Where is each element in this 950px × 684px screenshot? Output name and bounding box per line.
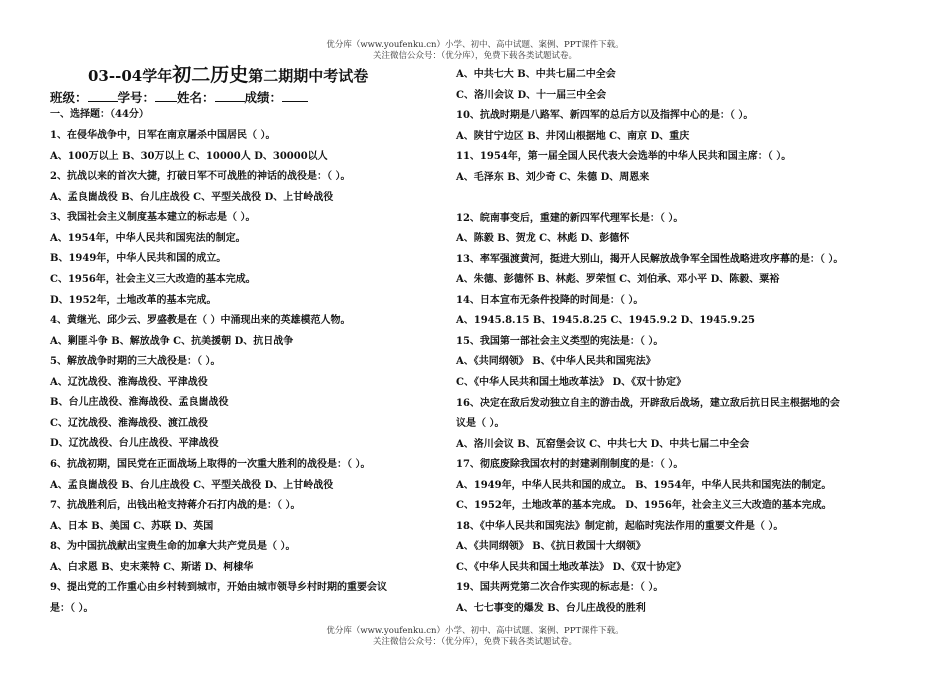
question-line: 8、为中国抗战献出宝贵生命的加拿大共产党员是（ ）。 — [50, 541, 296, 552]
option-line: C、《中华人民共和国土地改革法》 D、《双十协定》 — [456, 377, 687, 388]
exam-title — [88, 64, 368, 87]
option-line: B、1949年，中华人民共和国的成立。 — [50, 253, 227, 264]
question-line: 2、抗战以来的首次大捷，打破日军不可战胜的神话的战役是：（ ）。 — [50, 171, 351, 182]
title-prefix: 03--04学年 — [88, 67, 173, 85]
question-line: 一、选择题：（44分） — [50, 109, 149, 120]
option-line: C、辽沈战役、淮海战役、渡江战役 — [50, 418, 208, 429]
question-line: 15、我国第一部社会主义类型的宪法是：（ ）。 — [456, 336, 664, 347]
option-line: A、朱德、彭德怀 B、林彪、罗荣恒 C、刘伯承、邓小平 D、陈毅、粟裕 — [456, 274, 780, 285]
option-line: A、毛泽东 B、刘少奇 C、朱德 D、周恩来 — [456, 172, 650, 183]
option-line: A、剿匪斗争 B、解放战争 C、抗美援朝 D、抗日战争 — [50, 336, 294, 347]
question-line: 9、提出党的工作重心由乡村转到城市，开始由城市领导乡村时期的重要会议 — [50, 582, 387, 593]
title-subject: 初二历史 — [172, 64, 249, 86]
question-line: 4、黄继光、邱少云、罗盛教是在（ ）中涌现出来的英雄模范人物。 — [50, 315, 351, 326]
question-line-continued: 议是（ ）。 — [456, 418, 505, 429]
option-line: C、1952年，土地改革的基本完成。 D、1956年，社会主义三大改造的基本完成。 — [456, 500, 832, 511]
name-label: 姓名： — [177, 90, 215, 105]
option-line: A、白求恩 B、史末莱特 C、斯诺 D、柯棣华 — [50, 562, 254, 573]
score-blank[interactable] — [282, 89, 308, 102]
name-blank[interactable] — [215, 89, 245, 102]
question-line: 12、皖南事变后，重建的新四军代理军长是：（ ）。 — [456, 213, 684, 224]
question-line: 7、抗战胜利后，出钱出枪支持蒋介石打内战的是：（ ）。 — [50, 500, 301, 511]
student-id-blank[interactable] — [155, 89, 177, 102]
question-line: 16、决定在敌后发动独立自主的游击战，开辟敌后战场，建立敌后抗日民主根据地的会 — [456, 398, 840, 409]
score-label: 成绩： — [244, 90, 283, 105]
option-line: A、洛川会议 B、瓦窑堡会议 C、中共七大 D、中共七届二中全会 — [456, 439, 750, 450]
option-line: A、1949年，中华人民共和国的成立。 B、1954年，中华人民共和国宪法的制定。 — [456, 480, 832, 491]
page-footer — [0, 626, 950, 648]
question-line: 14、日本宣布无条件投降的时间是：（ ）。 — [456, 295, 644, 306]
option-line: B、台儿庄战役、淮海战役、孟良崮战役 — [50, 397, 229, 408]
footer-line-1: 优分库（www.youfenku.cn）小学、初中、高中试题、案例、PPT课件下载。 — [326, 626, 624, 636]
question-line: 19、国共两党第二次合作实现的标志是：（ ）。 — [456, 582, 664, 593]
option-line: C、洛川会议 D、十一届三中全会 — [456, 90, 607, 101]
option-line: A、100万以上 B、30万以上 C、10000人 D、30000以人 — [50, 151, 328, 162]
question-line: 13、率军强渡黄河，挺进大别山，揭开人民解放战争军全国性战略进攻序幕的是：（ ）。 — [456, 254, 844, 265]
page-header — [0, 40, 950, 62]
header-line-1: 优分库（www.youfenku.cn）小学、初中、高中试题、案例、PPT课件下载。 — [326, 40, 624, 50]
student-id-label: 学号： — [117, 90, 156, 105]
option-line: A、中共七大 B、中共七届二中全会 — [456, 69, 616, 80]
option-line: D、辽沈战役、台儿庄战役、平津战役 — [50, 438, 219, 449]
option-line: A、七七事变的爆发 B、台儿庄战役的胜利 — [456, 603, 646, 614]
question-line: 17、彻底废除我国农村的封建剥削制度的是：（ ）。 — [456, 459, 684, 470]
option-line: A、辽沈战役、淮海战役、平津战役 — [50, 377, 208, 388]
option-line: A、陈毅 B、贺龙 C、林彪 D、彭德怀 — [456, 233, 630, 244]
option-line: A、1945.8.15 B、1945.8.25 C、1945.9.2 D、1945.9.25 — [456, 315, 756, 326]
header-line-2: 关注微信公众号：（优分库），免费下载各类试题试卷。 — [372, 51, 577, 61]
option-line: A、孟良崮战役 B、台儿庄战役 C、平型关战役 D、上甘岭战役 — [50, 480, 334, 491]
option-line: A、日本 B、美国 C、苏联 D、英国 — [50, 521, 214, 532]
option-line: A、1954年，中华人民共和国宪法的制定。 — [50, 233, 246, 244]
option-line: C、1956年，社会主义三大改造的基本完成。 — [50, 274, 256, 285]
option-line: D、1952年，土地改革的基本完成。 — [50, 295, 217, 306]
question-line: 6、抗战初期，国民党在正面战场上取得的一次重大胜利的战役是：（ ）。 — [50, 459, 371, 470]
option-line: C、《中华人民共和国土地改革法》 D、《双十协定》 — [456, 562, 687, 573]
footer-line-2: 关注微信公众号：（优分库），免费下载各类试题试卷。 — [372, 637, 577, 647]
option-line: A、陕甘宁边区 B、井冈山根据地 C、南京 D、重庆 — [456, 131, 690, 142]
question-line: 11、1954年，第一届全国人民代表大会选举的中华人民共和国主席：（ ）。 — [456, 151, 792, 162]
class-label: 班级： — [50, 90, 88, 105]
option-line: A、《共同纲领》 B、《抗日救国十大纲领》 — [456, 541, 646, 552]
student-info-line — [50, 89, 308, 106]
option-line: A、《共同纲领》 B、《中华人民共和国宪法》 — [456, 356, 656, 367]
class-blank[interactable] — [88, 89, 118, 102]
option-line: A、孟良崮战役 B、台儿庄战役 C、平型关战役 D、上甘岭战役 — [50, 192, 334, 203]
question-line: 10、抗战时期是八路军、新四军的总后方以及指挥中心的是：（ ）。 — [456, 110, 754, 121]
question-line: 3、我国社会主义制度基本建立的标志是（ ）。 — [50, 212, 256, 223]
question-line: 1、在侵华战争中，日军在南京屠杀中国居民（ ）。 — [50, 130, 276, 141]
question-line: 5、解放战争时期的三大战役是：（ ）。 — [50, 356, 221, 367]
question-line: 18、《中华人民共和国宪法》制定前，起临时宪法作用的重要文件是（ ）。 — [456, 521, 784, 532]
title-suffix: 第二期期中考试卷 — [248, 67, 369, 85]
question-line-continued: 是：（ ）。 — [50, 603, 94, 614]
